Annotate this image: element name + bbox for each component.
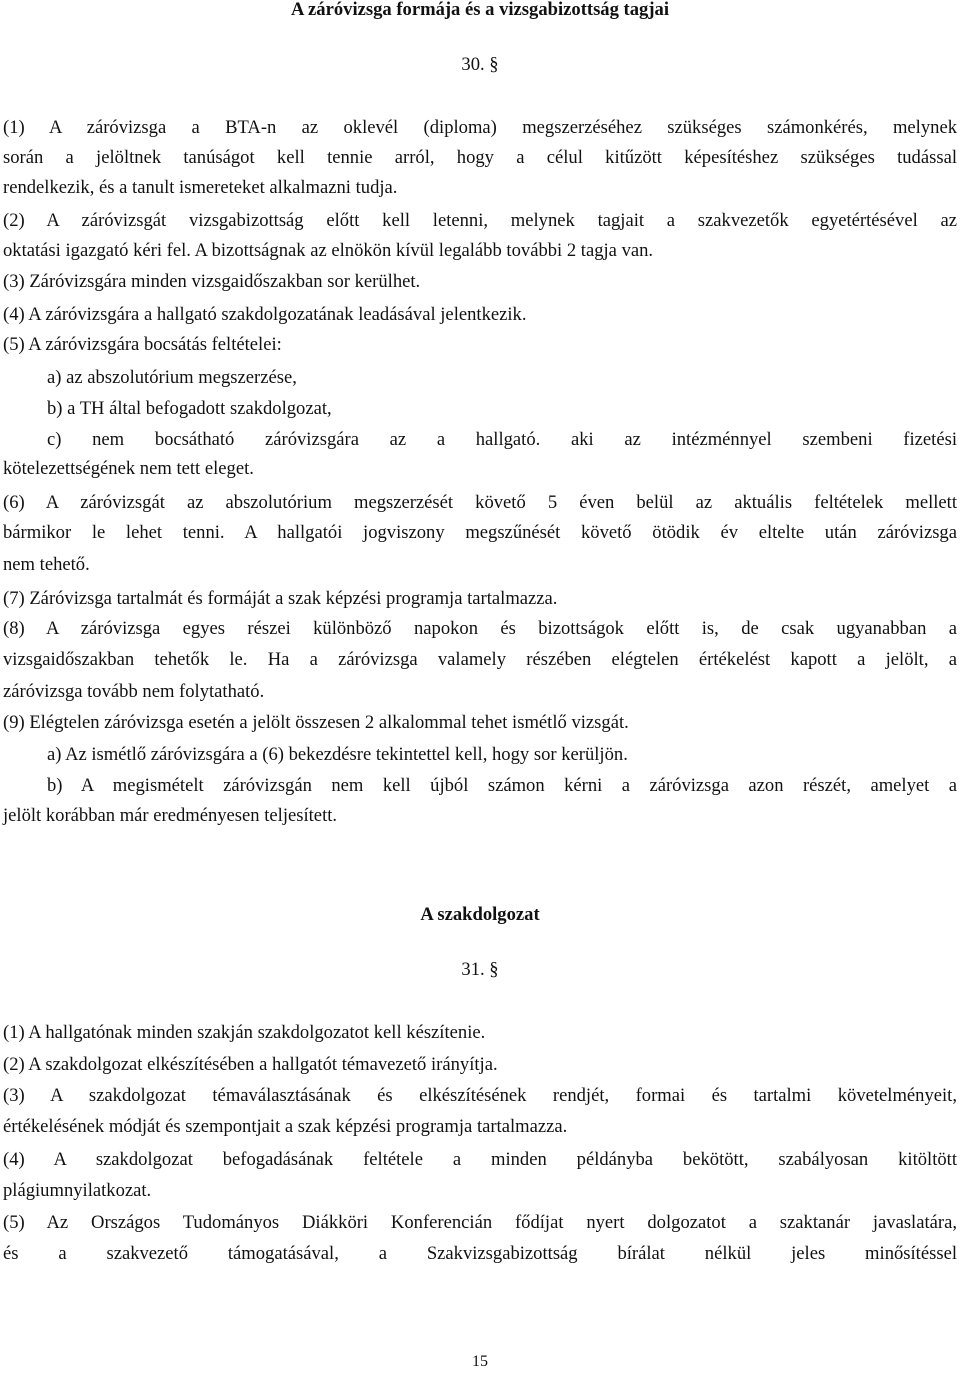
section-31-number: 31. § — [461, 959, 499, 980]
paragraph-line: vizsgaidőszakban tehetők le. Ha a záróvizsga valamely részében elégtelen értékelést kapott a jelölt, a — [3, 649, 957, 670]
section-31-title: A szakdolgozat — [420, 904, 540, 925]
paragraph-line: (4) A záróvizsgára a hallgató szakdolgozatának leadásával jelentkezik. — [3, 304, 527, 325]
paragraph-line: (1) A záróvizsga a BTA-n az oklevél (diploma) megszerzéséhez szükséges számonkérés, melynek — [3, 117, 957, 138]
paragraph-line: (1) A hallgatónak minden szakján szakdolgozatot kell készítenie. — [3, 1022, 486, 1043]
page-number: 15 — [472, 1353, 488, 1370]
paragraph-line: (4) A szakdolgozat befogadásának feltétele a minden példányba bekötött, szabályosan kitöltött — [3, 1149, 957, 1170]
paragraph-line: (9) Elégtelen záróvizsga esetén a jelölt összesen 2 alkalommal tehet ismétlő vizsgát. — [3, 712, 629, 733]
paragraph-line: (2) A szakdolgozat elkészítésében a hallgatót témavezető irányítja. — [3, 1054, 498, 1075]
section-30-number: 30. § — [461, 54, 499, 75]
paragraph-line: nem tehető. — [3, 554, 90, 575]
paragraph-line: (3) A szakdolgozat témaválasztásának és elkészítésének rendjét, formai és tartalmi követelményeit, — [3, 1085, 957, 1106]
paragraph-line: (6) A záróvizsgát az abszolutórium megszerzését követő 5 éven belül az aktuális feltételek mellett — [3, 492, 957, 513]
paragraph-line: és a szakvezető támogatásával, a Szakvizsgabizottság bírálat nélkül jeles minősítéssel — [3, 1243, 957, 1264]
paragraph-line: kötelezettségének nem tett eleget. — [3, 458, 254, 479]
paragraph-line: oktatási igazgató kéri fel. A bizottságnak az elnökön kívül legalább további 2 tagja van. — [3, 240, 654, 261]
paragraph-line: rendelkezik, és a tanult ismereteket alkalmazni tudja. — [3, 177, 398, 198]
paragraph-line: plágiumnyilatkozat. — [3, 1180, 152, 1201]
paragraph-line: bármikor le lehet tenni. A hallgatói jogviszony megszűnését követő ötödik év eltelte után záróvizsga — [3, 522, 957, 543]
paragraph-line: jelölt korábban már eredményesen teljesített. — [3, 805, 338, 826]
section-30-title: A záróvizsga formája és a vizsgabizottság tagjai — [291, 0, 669, 20]
paragraph-line: (5) Az Országos Tudományos Diákköri Konferencián fődíjat nyert dolgozatot a szaktanár javaslatára, — [3, 1212, 957, 1233]
paragraph-line: záróvizsga tovább nem folytatható. — [3, 681, 265, 702]
list-item: a) Az ismétlő záróvizsgára a (6) bekezdésre tekintettel kell, hogy sor kerüljön. — [47, 744, 628, 765]
paragraph-line: során a jelöltnek tanúságot kell tennie arról, hogy a célul kitűzött képesítéshez szükséges tudással — [3, 147, 957, 168]
paragraph-line: (2) A záróvizsgát vizsgabizottság előtt kell letenni, melynek tagjait a szakvezetők egyetértésével az — [3, 210, 957, 231]
paragraph-line: (8) A záróvizsga egyes részei különböző napokon és bizottságok előtt is, de csak ugyanabban a — [3, 618, 957, 639]
list-item: a) az abszolutórium megszerzése, — [47, 367, 297, 388]
list-item: b) A megismételt záróvizsgán nem kell újból számon kérni a záróvizsga azon részét, amelyet a — [47, 775, 957, 796]
paragraph-line: (7) Záróvizsga tartalmát és formáját a szak képzési programja tartalmazza. — [3, 588, 558, 609]
list-item: c) nem bocsátható záróvizsgára az a hallgató. aki az intézménnyel szembeni fizetési — [47, 429, 957, 450]
paragraph-line: (3) Záróvizsgára minden vizsgaidőszakban sor kerülhet. — [3, 271, 421, 292]
paragraph-line: értékelésének módját és szempontjait a szak képzési programja tartalmazza. — [3, 1116, 568, 1137]
list-item: b) a TH által befogadott szakdolgozat, — [47, 398, 332, 419]
paragraph-line: (5) A záróvizsgára bocsátás feltételei: — [3, 334, 282, 355]
